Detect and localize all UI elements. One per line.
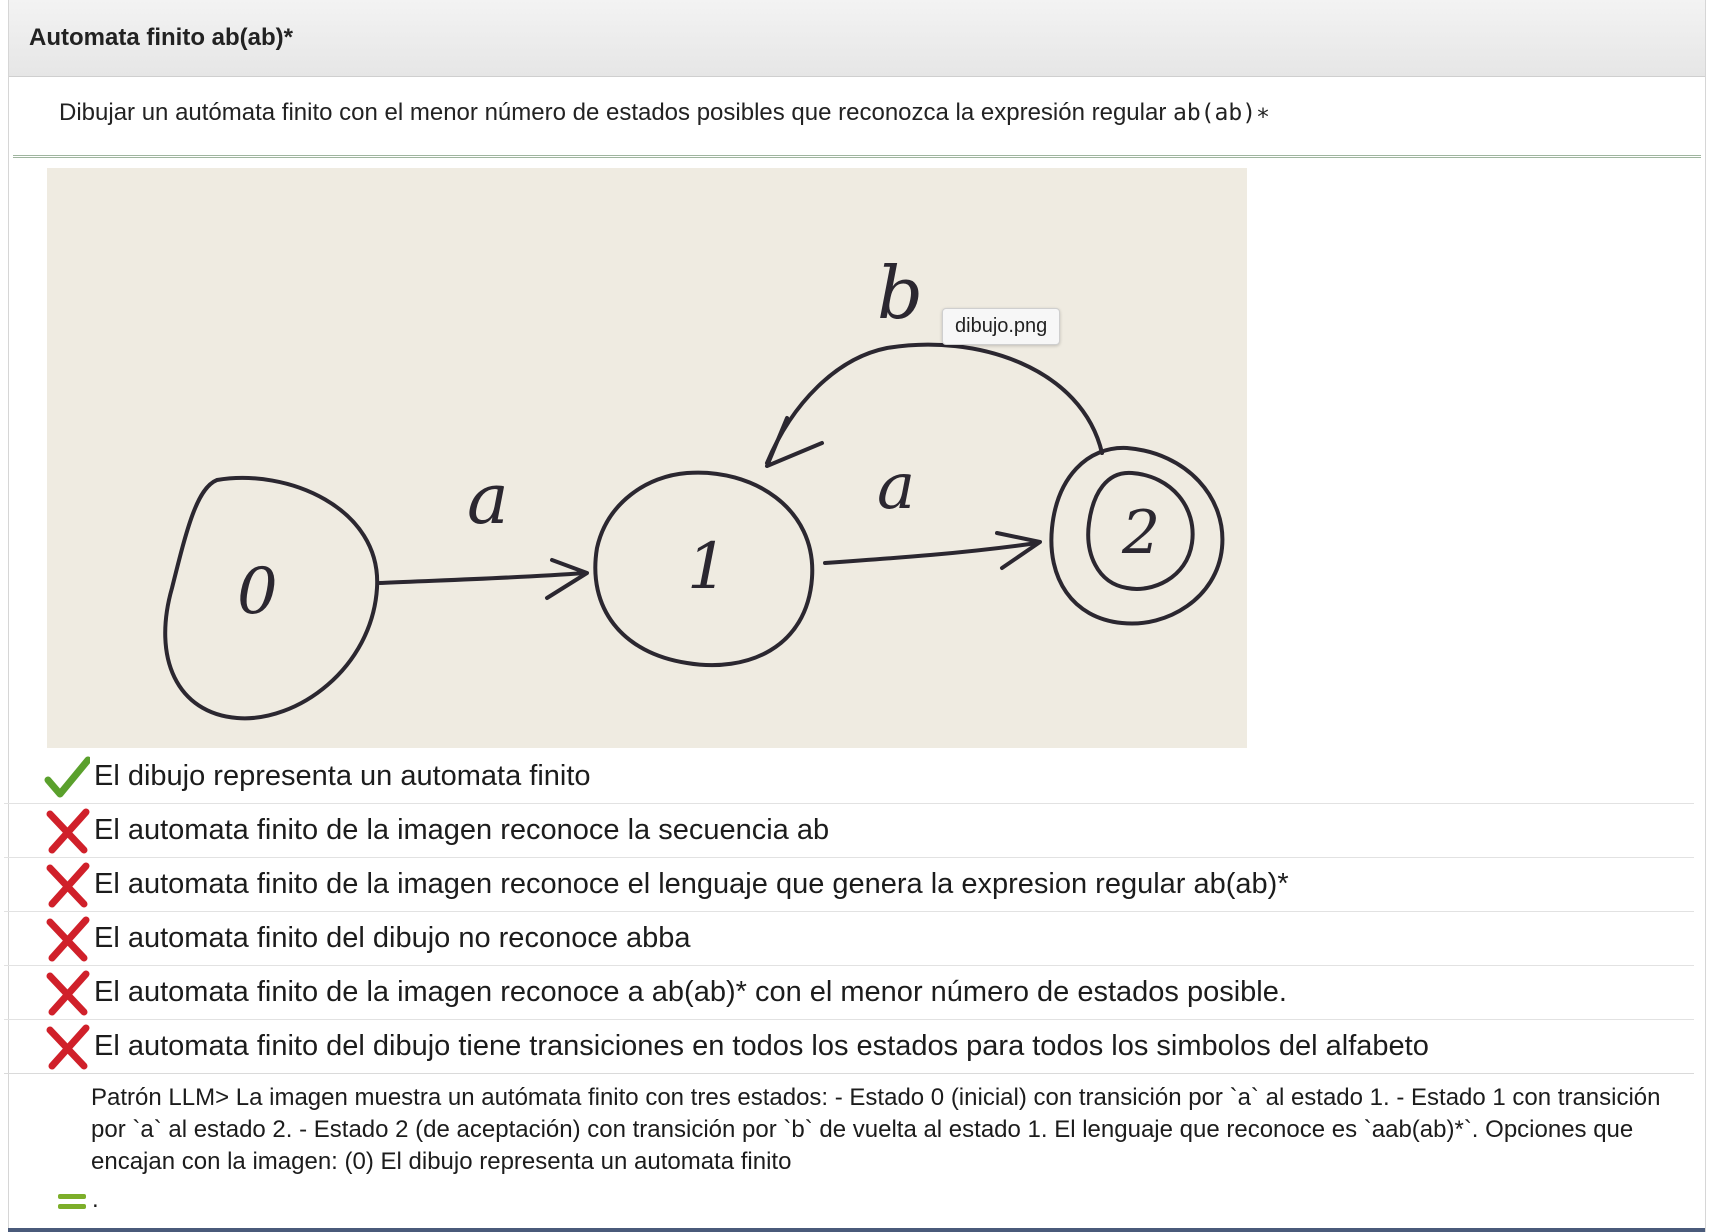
arrow-0-to-1 <box>380 573 585 583</box>
bottom-border <box>8 1228 1705 1232</box>
option-text: El dibujo representa un automata finito <box>94 760 591 792</box>
question-title: Automata finito ab(ab)* <box>29 24 293 51</box>
option-row <box>4 912 1694 966</box>
state-2-label: 2 <box>1122 498 1161 568</box>
arrowhead-2-to-1 <box>767 418 822 466</box>
option-text: El automata finito del dibujo no reconoce abba <box>94 922 691 954</box>
option-text: El automata finito de la imagen reconoce la secuencia ab <box>94 814 830 846</box>
llm-feedback: Patrón LLM> La imagen muestra un autómata finito con tres estados: - Estado 0 (inicial) con transición por `a` al estado 1. - Estado 1 con transición por `a` al estado 2. - Estado 2 (de aceptación) con transición por `b` de vuelta al estado 1. El lenguaje que reconoce es `aab(ab)*`. Opciones que encajan con la imagen: (0) El dibujo representa un automata finito <box>91 1084 1661 1175</box>
transition-a-0-1: a <box>467 458 509 540</box>
transition-b-2-1: b <box>877 251 924 335</box>
state-1-label: 1 <box>687 530 728 604</box>
automaton-drawing-image <box>47 168 1247 748</box>
equals-icon <box>58 1190 88 1214</box>
cross-icon <box>44 916 90 962</box>
option-row <box>4 858 1694 912</box>
cross-icon <box>44 1024 90 1070</box>
question-text <box>13 77 1701 158</box>
option-text: El automata finito de la imagen reconoce a ab(ab)* con el menor número de estados posible. <box>94 976 1287 1008</box>
option-text: El automata finito del dibujo tiene transiciones en todos los estados para todos los simbolos del alfabeto <box>94 1030 1429 1062</box>
question-header <box>9 0 1705 77</box>
image-filename-tooltip: dibujo.png <box>942 308 1060 345</box>
cross-icon <box>44 862 90 908</box>
transition-a-1-2: a <box>877 450 916 524</box>
option-row <box>4 966 1694 1020</box>
regex-expression: ab(ab)∗ <box>1172 100 1270 126</box>
state-0-label: 0 <box>237 555 278 629</box>
cross-icon <box>44 808 90 854</box>
arrowhead-1-to-2 <box>997 533 1040 568</box>
answer-options <box>4 750 1694 1074</box>
option-text: El automata finito de la imagen reconoce el lenguaje que genera la expresion regular ab(ab)* <box>94 868 1289 900</box>
option-row <box>4 804 1694 858</box>
automaton-sketch <box>47 168 1247 748</box>
arrow-1-to-2 <box>825 543 1037 563</box>
result-row <box>58 1186 99 1214</box>
arrowhead-0-to-1 <box>547 560 587 598</box>
option-row <box>4 750 1694 804</box>
cross-icon <box>44 970 90 1016</box>
result-suffix: . <box>92 1186 99 1213</box>
question-prompt: Dibujar un autómata finito con el menor número de estados posibles que reconozca la expresión regular <box>59 99 1173 126</box>
option-row <box>4 1020 1694 1074</box>
check-icon <box>44 754 90 800</box>
